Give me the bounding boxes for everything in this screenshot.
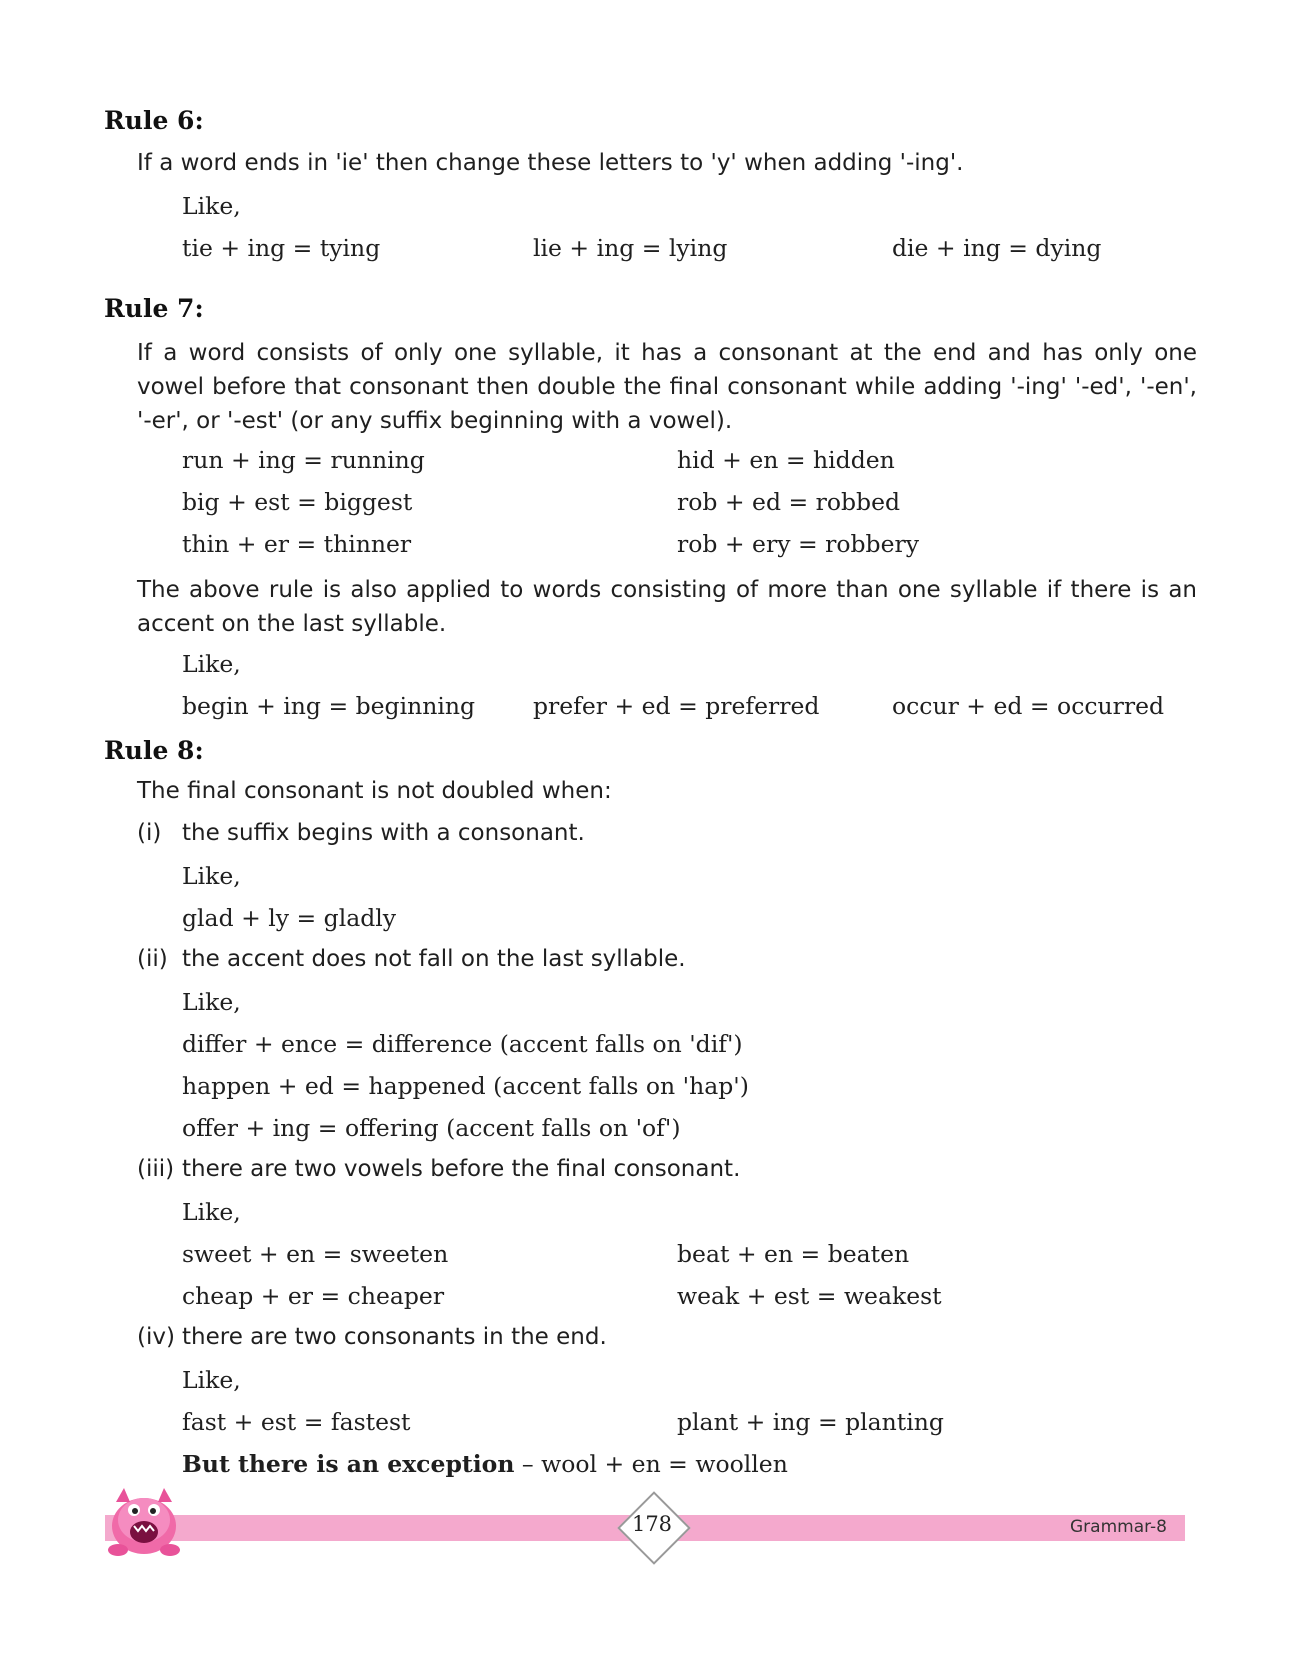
like-label: Like,: [182, 1198, 241, 1226]
example: tie + ing = tying: [182, 234, 381, 262]
example: glad + ly = gladly: [182, 904, 397, 932]
item-number: (ii): [137, 946, 168, 972]
like-label: Like,: [182, 988, 241, 1016]
item-number: (iii): [137, 1156, 175, 1182]
page-number: 178: [631, 1512, 673, 1536]
book-label: Grammar-8: [1070, 1517, 1167, 1537]
example: occur + ed = occurred: [892, 692, 1165, 720]
example: weak + est = weakest: [677, 1282, 942, 1310]
rule-8-heading: Rule 8:: [104, 736, 204, 765]
rule-6-heading: Rule 6:: [104, 106, 204, 135]
like-label: Like,: [182, 650, 241, 678]
like-label: Like,: [182, 1366, 241, 1394]
rule-8-intro: The final consonant is not doubled when:: [137, 778, 612, 804]
item-text: the suffix begins with a consonant.: [182, 820, 585, 846]
example: happen + ed = happened (accent falls on 'hap'): [182, 1072, 749, 1100]
item-text: there are two consonants in the end.: [182, 1324, 607, 1350]
example: plant + ing = planting: [677, 1408, 944, 1436]
rule-6-text: If a word ends in 'ie' then change these letters to 'y' when adding '-ing'.: [137, 150, 964, 176]
item-number: (i): [137, 820, 162, 846]
example: big + est = biggest: [182, 488, 413, 516]
example: cheap + er = cheaper: [182, 1282, 445, 1310]
like-label: Like,: [182, 862, 241, 890]
exception-line: [182, 1450, 788, 1478]
rule-7-heading: Rule 7:: [104, 294, 204, 323]
exception-bold: But there is an exception: [182, 1450, 515, 1478]
rule-7-text-2: The above rule is also applied to words consisting of more than one syllable if there is an accent on the last syllable.: [137, 577, 1197, 637]
example: thin + er = thinner: [182, 530, 412, 558]
rule-7-text: If a word consists of only one syllable, it has a consonant at the end and has only one vowel before that consonant then double the final consonant while adding '-ing' '-ed', '-en', '-er', or '-est' (or any suffix beginning with a vowel).: [137, 340, 1197, 434]
example: sweet + en = sweeten: [182, 1240, 449, 1268]
example: prefer + ed = preferred: [533, 692, 820, 720]
item-number: (iv): [137, 1324, 175, 1350]
example: offer + ing = offering (accent falls on 'of'): [182, 1114, 681, 1142]
pink-monster-mascot-icon: [104, 1480, 184, 1564]
example: begin + ing = beginning: [182, 692, 476, 720]
example: rob + ery = robbery: [677, 530, 919, 558]
example: beat + en = beaten: [677, 1240, 910, 1268]
item-text: the accent does not fall on the last syllable.: [182, 946, 686, 972]
item-text: there are two vowels before the final consonant.: [182, 1156, 741, 1182]
example: rob + ed = robbed: [677, 488, 901, 516]
example: hid + en = hidden: [677, 446, 895, 474]
example: die + ing = dying: [892, 234, 1102, 262]
example: fast + est = fastest: [182, 1408, 411, 1436]
example: differ + ence = difference (accent falls on 'dif'): [182, 1030, 743, 1058]
like-label: Like,: [182, 192, 241, 220]
example: lie + ing = lying: [533, 234, 728, 262]
exception-rest: – wool + en = woollen: [514, 1450, 788, 1478]
example: run + ing = running: [182, 446, 425, 474]
